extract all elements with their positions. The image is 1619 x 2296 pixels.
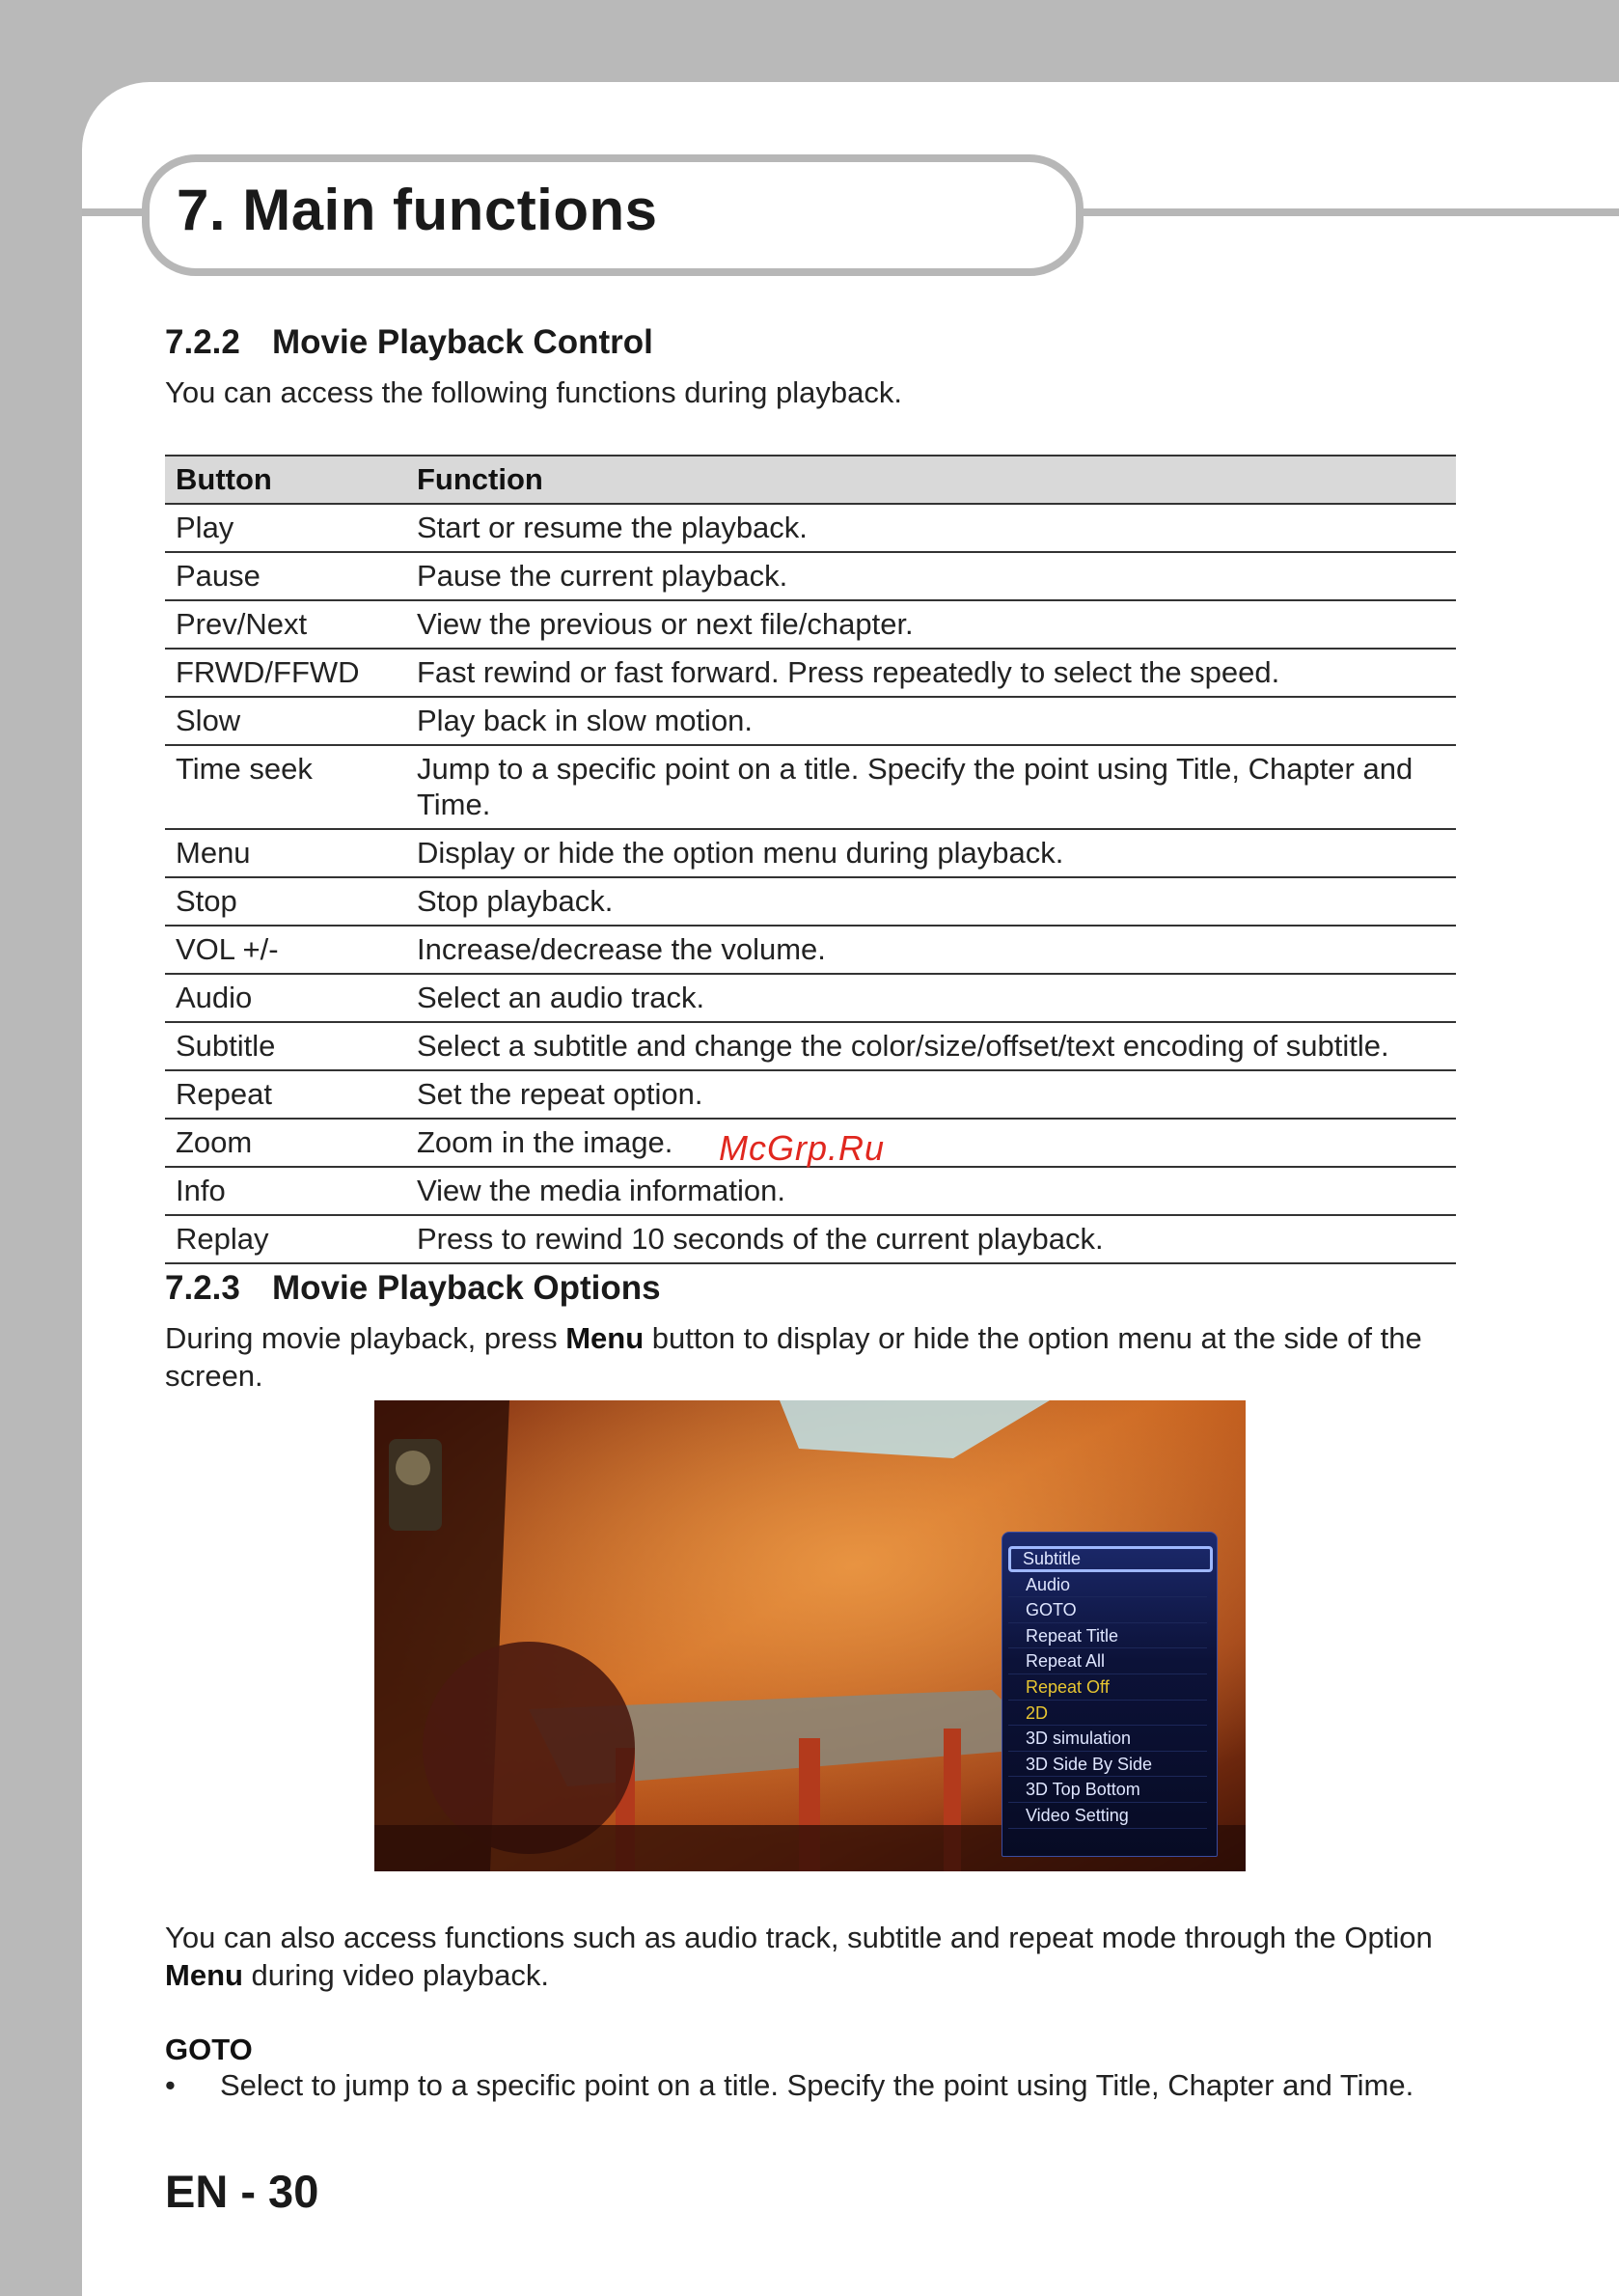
- also-text: You can also access functions such as audio track, subtitle and repeat mode through the Option: [165, 1921, 1433, 1954]
- watermark: McGrp.Ru: [719, 1128, 886, 1168]
- menu-keyword: Menu: [565, 1321, 645, 1355]
- function-cell: Press to rewind 10 seconds of the current playback.: [406, 1215, 1456, 1263]
- options-intro-text: button to display or hide the option menu at the side of the screen.: [165, 1321, 1422, 1393]
- table-row: [165, 600, 1456, 649]
- table-row: [165, 1167, 1456, 1215]
- table-row: [165, 1215, 1456, 1263]
- table-row: [165, 552, 1456, 600]
- options-intro-text: During movie playback, press: [165, 1321, 566, 1355]
- table-row: [165, 1070, 1456, 1119]
- section-number: 7.2.3: [165, 1269, 240, 1307]
- button-cell: Stop: [165, 877, 406, 926]
- table-row: [165, 649, 1456, 697]
- button-cell: Replay: [165, 1215, 406, 1263]
- function-cell: Increase/decrease the volume.: [406, 926, 1456, 974]
- column-header-button: Button: [165, 456, 406, 504]
- bullet-symbol: •: [165, 2068, 176, 2102]
- section-title: Movie Playback Options: [272, 1269, 661, 1307]
- function-cell: Play back in slow motion.: [406, 697, 1456, 745]
- also-text: during video playback.: [242, 1958, 550, 1992]
- osd-menu-item[interactable]: Video Setting: [1008, 1803, 1207, 1829]
- function-cell: Start or resume the playback.: [406, 504, 1456, 552]
- osd-menu-item[interactable]: 3D simulation: [1008, 1726, 1207, 1752]
- function-cell: View the media information.: [406, 1167, 1456, 1215]
- table-row: [165, 926, 1456, 974]
- button-cell: Pause: [165, 552, 406, 600]
- options-intro: [165, 1319, 1458, 1395]
- table-row: [165, 974, 1456, 1022]
- menu-keyword: Menu: [165, 1958, 243, 1992]
- section-title: Movie Playback Control: [272, 323, 653, 361]
- button-cell: Repeat: [165, 1070, 406, 1119]
- function-cell: Stop playback.: [406, 877, 1456, 926]
- osd-menu-item[interactable]: Audio: [1008, 1572, 1207, 1598]
- also-access-paragraph: [165, 1919, 1458, 1994]
- osd-menu-item[interactable]: Repeat All: [1008, 1648, 1207, 1674]
- osd-menu-item[interactable]: 2D: [1008, 1701, 1207, 1727]
- function-cell: Set the repeat option.: [406, 1070, 1456, 1119]
- table-row: [165, 504, 1456, 552]
- table-row: [165, 697, 1456, 745]
- function-cell: View the previous or next file/chapter.: [406, 600, 1456, 649]
- osd-option-menu: [1002, 1532, 1218, 1857]
- function-cell: Jump to a specific point on a title. Specify the point using Title, Chapter and Time.: [406, 745, 1456, 829]
- table-row: [165, 1022, 1456, 1070]
- button-cell: FRWD/FFWD: [165, 649, 406, 697]
- section-number: 7.2.2: [165, 323, 240, 361]
- osd-menu-item[interactable]: 3D Top Bottom: [1008, 1777, 1207, 1803]
- function-cell: Display or hide the option menu during playback.: [406, 829, 1456, 877]
- section-heading-playback-control: [165, 323, 653, 362]
- button-cell: Subtitle: [165, 1022, 406, 1070]
- osd-menu-item[interactable]: 3D Side By Side: [1008, 1752, 1207, 1778]
- button-cell: VOL +/-: [165, 926, 406, 974]
- table-header-row: [165, 456, 1456, 504]
- table-row: [165, 829, 1456, 877]
- function-cell: Select a subtitle and change the color/size/offset/text encoding of subtitle.: [406, 1022, 1456, 1070]
- button-cell: Menu: [165, 829, 406, 877]
- button-cell: Play: [165, 504, 406, 552]
- osd-menu-item[interactable]: Subtitle: [1008, 1546, 1213, 1572]
- osd-menu-item[interactable]: GOTO: [1008, 1597, 1207, 1623]
- button-cell: Zoom: [165, 1119, 406, 1167]
- osd-menu-item[interactable]: Repeat Off: [1008, 1674, 1207, 1701]
- function-cell: Zoom in the image.: [406, 1119, 1456, 1167]
- column-header-function: Function: [406, 456, 1456, 504]
- playback-screenshot: [374, 1400, 1246, 1871]
- section-heading-playback-options: [165, 1269, 661, 1308]
- goto-bullet: [165, 2068, 1413, 2103]
- goto-bullet-text: Select to jump to a specific point on a title. Specify the point using Title, Chapter and Time.: [220, 2068, 1414, 2102]
- section-intro: You can access the following functions during playback.: [165, 375, 902, 409]
- button-cell: Prev/Next: [165, 600, 406, 649]
- chapter-title: 7. Main functions: [177, 178, 658, 242]
- table-row: [165, 745, 1456, 829]
- button-cell: Slow: [165, 697, 406, 745]
- page-number: EN - 30: [165, 2166, 319, 2217]
- function-cell: Fast rewind or fast forward. Press repeatedly to select the speed.: [406, 649, 1456, 697]
- function-cell: Pause the current playback.: [406, 552, 1456, 600]
- function-cell: Select an audio track.: [406, 974, 1456, 1022]
- button-cell: Info: [165, 1167, 406, 1215]
- button-cell: Time seek: [165, 745, 406, 829]
- goto-heading: GOTO: [165, 2033, 253, 2066]
- osd-menu-item[interactable]: Repeat Title: [1008, 1623, 1207, 1649]
- table-row: [165, 877, 1456, 926]
- osd-menu-list: [1002, 1533, 1217, 1829]
- button-cell: Audio: [165, 974, 406, 1022]
